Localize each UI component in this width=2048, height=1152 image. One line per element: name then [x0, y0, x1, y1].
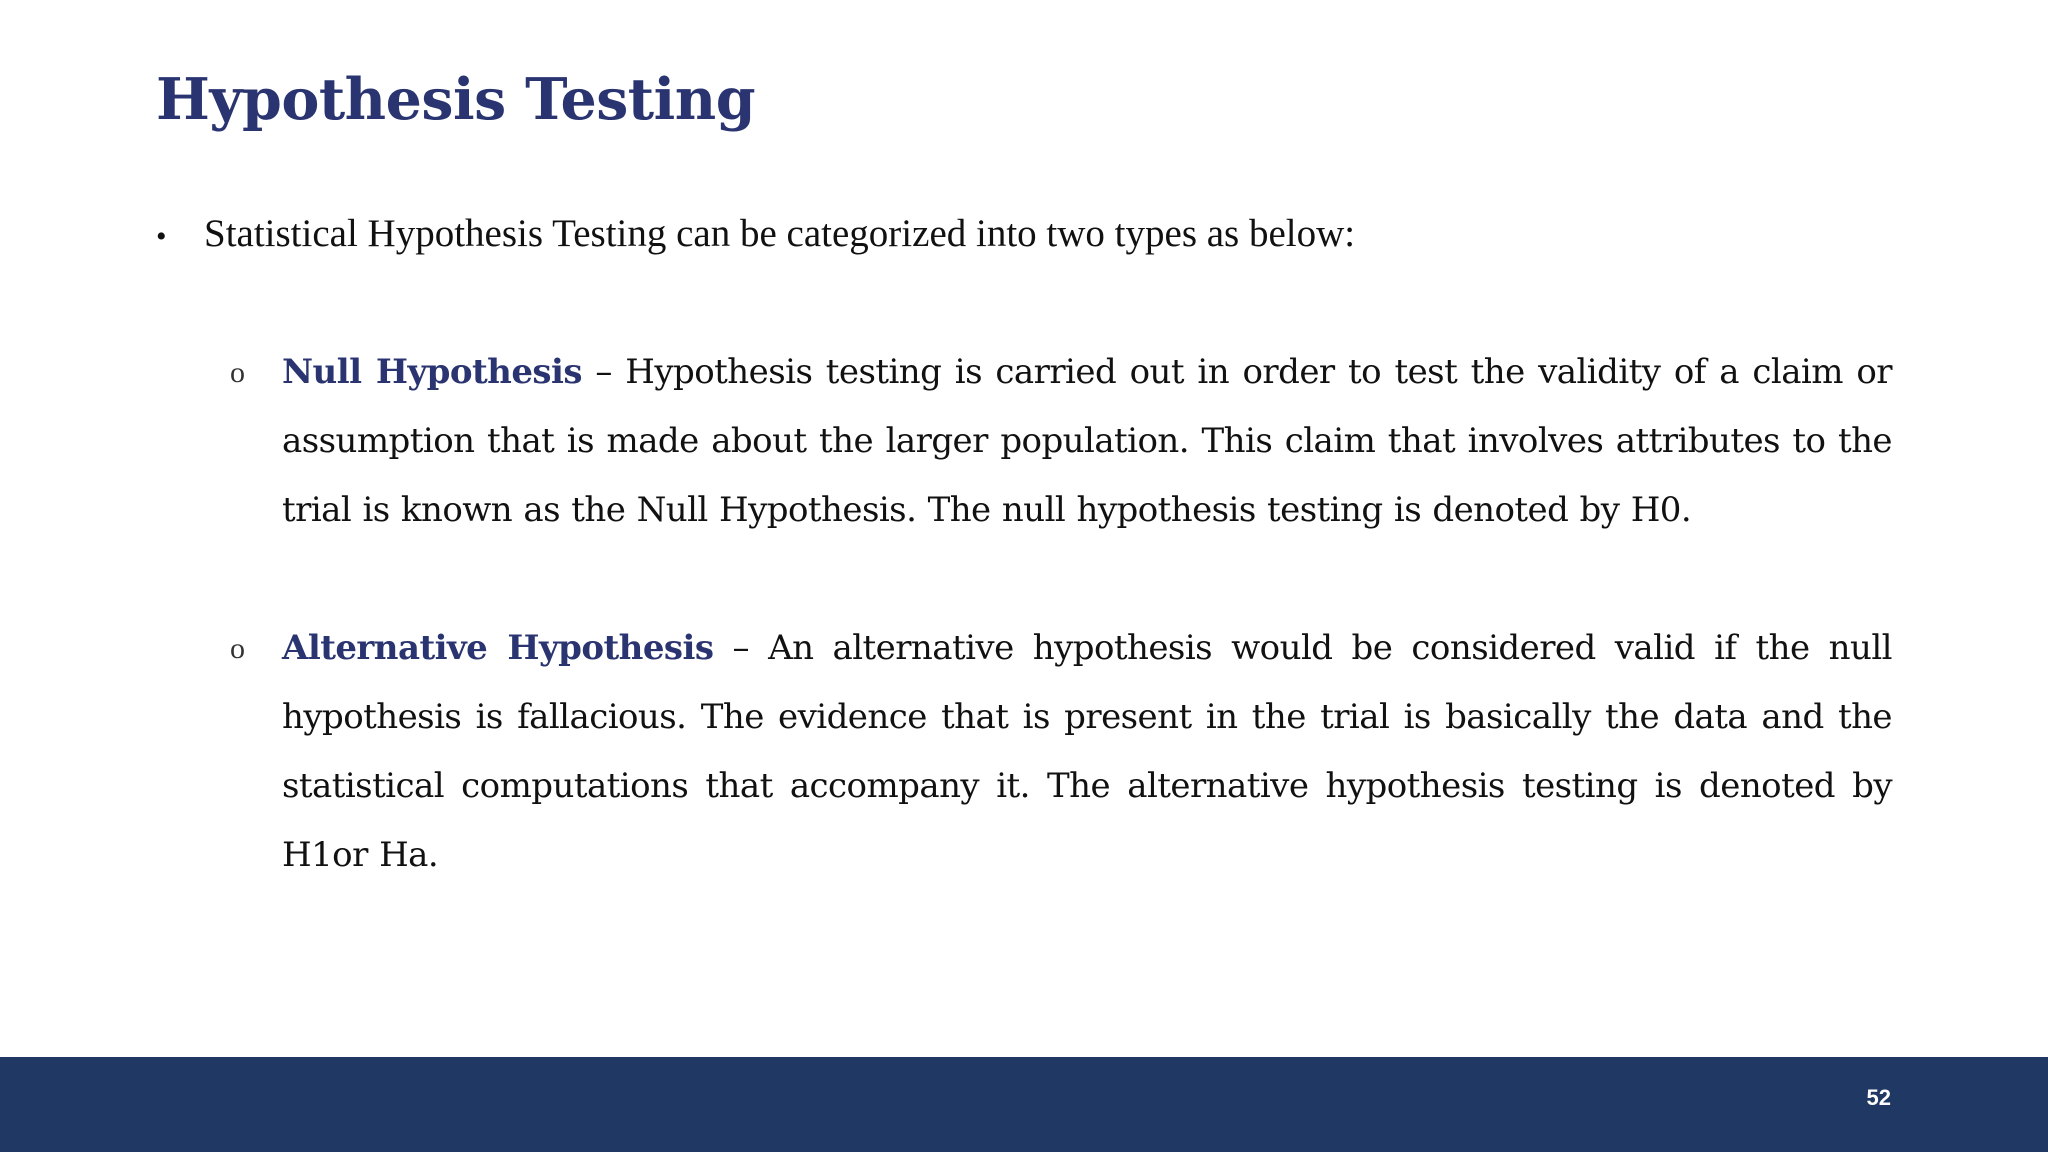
alternative-hypothesis-paragraph [282, 614, 1892, 890]
null-hypothesis-paragraph [282, 338, 1892, 545]
sub-bullet-marker: o [230, 632, 245, 665]
page-number: 52 [1866, 1085, 1891, 1110]
alternative-hypothesis-term: Alternative Hypothesis [282, 628, 714, 668]
null-hypothesis-description: – Hypothesis testing is carried out in order to test the validity of a claim or assumption that is made about the larger population. This claim that involves attributes to the trial is known as the Null Hypothesis. The null hypothesis testing is denoted by H0. [282, 352, 1892, 530]
slide-title: Hypothesis Testing [156, 66, 756, 133]
alternative-hypothesis-description: – An alternative hypothesis would be considered valid if the null hypothesis is fallacious. The evidence that is present in the trial is basically the data and the statistical computations that accompany it. The alternative hypothesis testing is denoted by H1or Ha. [282, 628, 1892, 875]
main-bullet [156, 208, 1896, 263]
null-hypothesis-term: Null Hypothesis [282, 352, 582, 392]
alternative-hypothesis-item [230, 614, 1892, 890]
bullet-text: Statistical Hypothesis Testing can be categorized into two types as below: [204, 212, 1356, 255]
footer-bar [0, 1057, 2048, 1152]
sub-bullet-marker: o [230, 356, 245, 389]
null-hypothesis-item [230, 338, 1892, 545]
bullet-marker: • [156, 220, 167, 253]
